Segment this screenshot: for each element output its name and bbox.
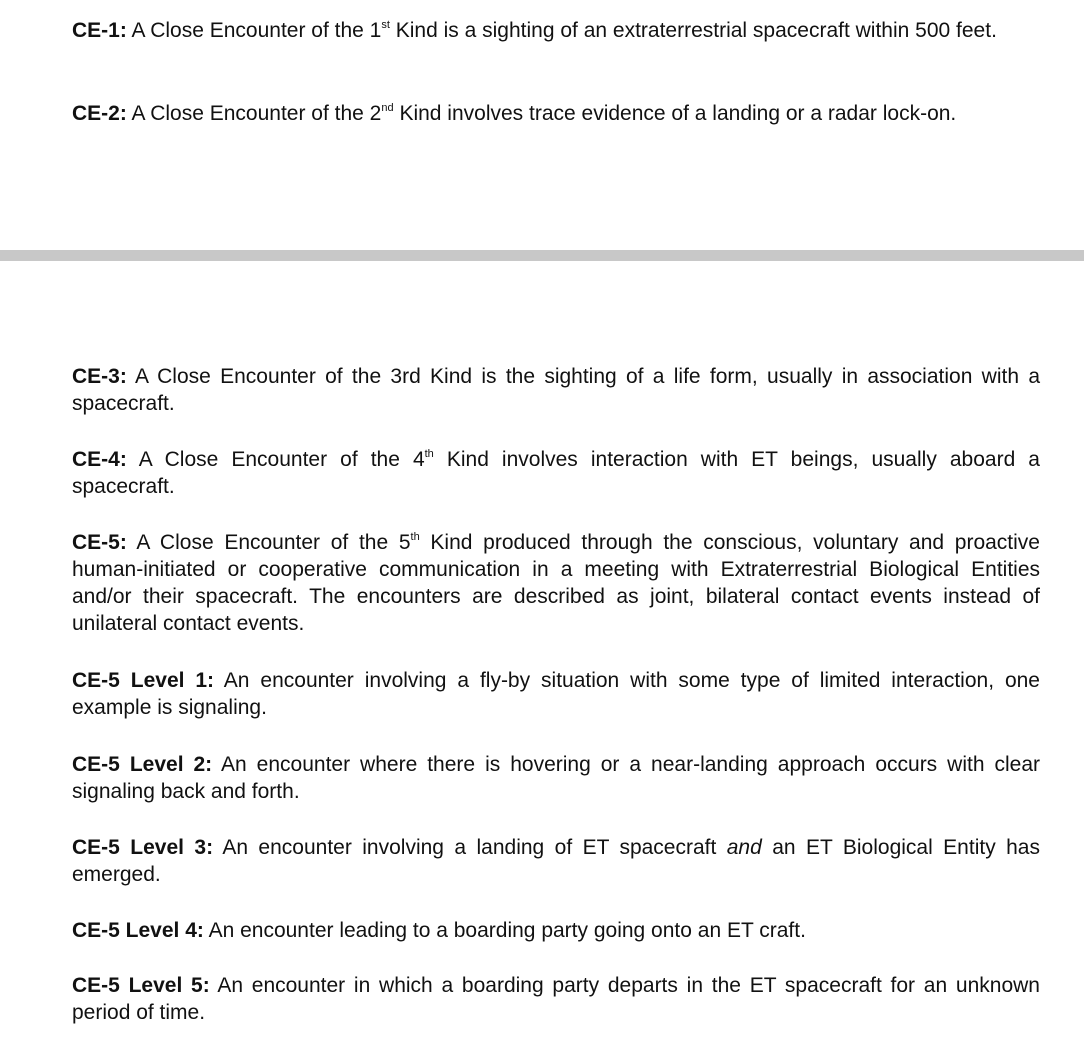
term-label: CE-3: bbox=[72, 365, 127, 388]
term-label: CE-5 Level 3: bbox=[72, 836, 214, 859]
definition-ce5-level-3 bbox=[72, 834, 1040, 888]
definition-text: A Close Encounter of the 2 bbox=[126, 102, 382, 125]
ordinal-suffix: th bbox=[424, 448, 434, 460]
definition-text: An encounter leading to a boarding party going onto an ET craft. bbox=[203, 919, 806, 942]
document-page-bottom bbox=[0, 261, 1084, 1044]
term-label: CE-2: bbox=[72, 102, 127, 125]
emphasis-text: and bbox=[726, 836, 762, 859]
definition-text: Kind produced through the conscious, voluntary and proactive human-initiated or cooperative communication in a meeting with Extraterrestrial Biological Entities and/or their spacecraft. The encounters are described as joint, bilateral contact events instead of unilateral contact events. bbox=[72, 531, 1040, 635]
definition-ce5 bbox=[72, 529, 1040, 637]
term-label: CE-1: bbox=[72, 19, 127, 42]
definition-text: A Close Encounter of the 3rd Kind is the sighting of a life form, usually in association with a spacecraft. bbox=[72, 365, 1040, 415]
definition-text: An encounter in which a boarding party departs in the ET spacecraft for an unknown period of time. bbox=[72, 974, 1040, 1024]
definition-text: An encounter where there is hovering or a near-landing approach occurs with clear signaling back and forth. bbox=[72, 753, 1041, 803]
term-label: CE-5 Level 2: bbox=[72, 753, 213, 776]
definition-text: Kind involves trace evidence of a landing or a radar lock-on. bbox=[393, 102, 957, 125]
definition-ce5-level-5 bbox=[72, 972, 1040, 1026]
document-page-top bbox=[0, 0, 1084, 250]
definition-ce5-level-2 bbox=[72, 751, 1040, 805]
definition-text: Kind is a sighting of an extraterrestrial spacecraft within 500 feet. bbox=[389, 19, 997, 42]
ordinal-suffix: st bbox=[381, 19, 390, 31]
definition-ce4 bbox=[72, 446, 1040, 500]
definition-text: A Close Encounter of the 1 bbox=[126, 19, 382, 42]
definition-text: An encounter involving a fly-by situation with some type of limited interaction, one example is signaling. bbox=[72, 669, 1040, 719]
term-label: CE-5: bbox=[72, 531, 127, 554]
term-label: CE-5 Level 4: bbox=[72, 919, 204, 942]
definition-ce5-level-4 bbox=[72, 917, 1040, 944]
definition-text: A Close Encounter of the 4 bbox=[126, 448, 425, 471]
definition-ce3 bbox=[72, 363, 1040, 417]
definition-ce5-level-1 bbox=[72, 667, 1040, 721]
definition-ce1 bbox=[72, 17, 1040, 44]
term-label: CE-4: bbox=[72, 448, 127, 471]
term-label: CE-5 Level 1: bbox=[72, 669, 215, 692]
definition-ce2 bbox=[72, 100, 1040, 127]
definition-text: Kind involves interaction with ET beings, usually aboard a spacecraft. bbox=[72, 448, 1040, 498]
definition-text: an ET Biological Entity has emerged. bbox=[72, 836, 1040, 886]
ordinal-suffix: th bbox=[410, 531, 420, 543]
page-separator bbox=[0, 250, 1084, 261]
term-label: CE-5 Level 5: bbox=[72, 974, 210, 997]
definition-text: A Close Encounter of the 5 bbox=[126, 531, 411, 554]
definition-text: An encounter involving a landing of ET spacecraft bbox=[213, 836, 727, 859]
ordinal-suffix: nd bbox=[381, 102, 394, 114]
